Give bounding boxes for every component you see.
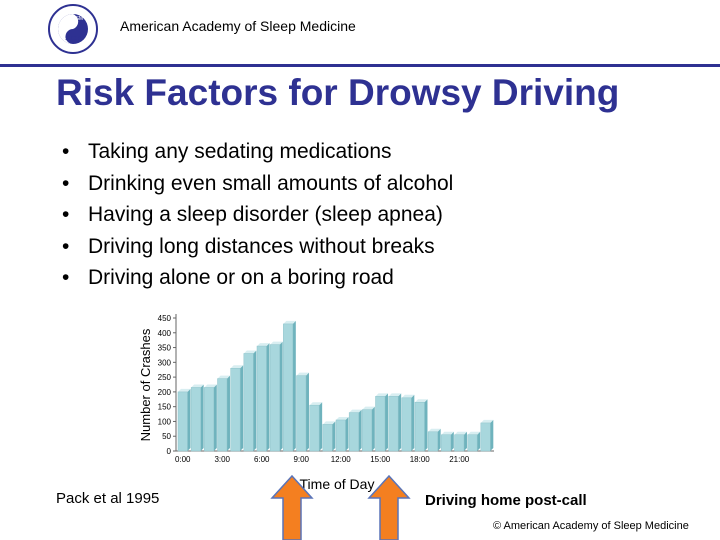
y-tick-label: 150 bbox=[157, 402, 171, 412]
bar bbox=[336, 420, 345, 451]
y-tick-label: 50 bbox=[162, 432, 171, 442]
arrow-shape bbox=[369, 476, 409, 540]
bar bbox=[204, 387, 213, 451]
bar-side bbox=[372, 407, 375, 451]
bar-side bbox=[332, 421, 335, 451]
bar-side bbox=[490, 420, 493, 451]
bar bbox=[231, 368, 240, 451]
bar bbox=[178, 392, 187, 451]
bullet-mark: • bbox=[62, 203, 70, 226]
x-axis-label: Time of Day bbox=[299, 476, 375, 492]
bar bbox=[455, 435, 464, 451]
y-tick-label: 200 bbox=[157, 387, 171, 397]
bar-side bbox=[345, 417, 348, 451]
plot-area bbox=[158, 314, 494, 464]
bar-side bbox=[398, 393, 401, 451]
bar-side bbox=[214, 384, 217, 451]
bar-side bbox=[280, 342, 283, 451]
aasm-logo bbox=[40, 3, 106, 55]
y-tick-label: 450 bbox=[157, 314, 171, 323]
bar-side bbox=[253, 350, 256, 451]
risk-factor-text: Driving alone or on a boring road bbox=[88, 266, 394, 289]
risk-factor-text: Driving long distances without breaks bbox=[88, 234, 435, 258]
risk-factor-item bbox=[62, 262, 453, 294]
x-tick-label: 18:00 bbox=[409, 455, 430, 464]
x-tick-label: 0:00 bbox=[174, 455, 191, 464]
bar-side bbox=[266, 343, 269, 451]
crashes-by-hour-chart bbox=[126, 305, 506, 497]
bar bbox=[257, 346, 266, 451]
bar bbox=[415, 402, 424, 451]
bar bbox=[191, 387, 200, 451]
risk-factor-item bbox=[62, 168, 453, 200]
bar bbox=[468, 435, 477, 451]
bar-side bbox=[451, 432, 454, 451]
bar bbox=[349, 413, 358, 451]
bar-side bbox=[293, 321, 296, 451]
risk-factor-text: Taking any sedating medications bbox=[88, 140, 392, 163]
bar-side bbox=[306, 373, 309, 451]
risk-factor-item bbox=[62, 231, 453, 263]
bar bbox=[297, 376, 306, 451]
bar-side bbox=[424, 399, 427, 451]
citation: Pack et al 1995 bbox=[56, 490, 160, 507]
x-tick-label: 6:00 bbox=[253, 455, 270, 464]
slide-title: Risk Factors for Drowsy Driving bbox=[56, 72, 620, 113]
bar-side bbox=[240, 365, 243, 451]
y-tick-label: 350 bbox=[157, 343, 171, 353]
bullet-mark: • bbox=[62, 171, 70, 195]
bar bbox=[402, 398, 411, 451]
bullet-mark: • bbox=[62, 266, 70, 289]
bar-side bbox=[227, 376, 230, 451]
bar bbox=[218, 379, 227, 451]
risk-factor-text: Drinking even small amounts of alcohol bbox=[88, 171, 454, 195]
risk-factor-text: Having a sleep disorder (sleep apnea) bbox=[88, 203, 443, 226]
bar-side bbox=[438, 429, 441, 451]
bar bbox=[310, 405, 319, 451]
arrow-up-icon bbox=[270, 474, 314, 540]
bar-side bbox=[201, 384, 204, 451]
risk-factor-item bbox=[62, 136, 453, 168]
risk-factor-item bbox=[62, 199, 453, 231]
logo-text: AASM bbox=[68, 16, 84, 22]
risk-factor-list bbox=[62, 136, 453, 294]
bar bbox=[362, 410, 371, 451]
header-divider bbox=[0, 64, 720, 67]
bar bbox=[323, 424, 332, 451]
bar bbox=[389, 396, 398, 451]
x-tick-label: 9:00 bbox=[293, 455, 310, 464]
x-tick-label: 15:00 bbox=[370, 455, 391, 464]
bar-side bbox=[411, 395, 414, 451]
bar bbox=[428, 432, 437, 451]
bar-side bbox=[359, 410, 362, 451]
x-tick-label: 3:00 bbox=[214, 455, 231, 464]
arrow-up-icon bbox=[367, 474, 411, 540]
y-tick-label: 250 bbox=[157, 373, 171, 383]
y-tick-label: 400 bbox=[157, 328, 171, 338]
copyright-notice: © American Academy of Sleep Medicine bbox=[493, 520, 689, 532]
bar bbox=[376, 396, 385, 451]
bar bbox=[441, 435, 450, 451]
logo-inner-text: SLEEP bbox=[64, 36, 82, 42]
x-tick-label: 12:00 bbox=[330, 455, 351, 464]
y-axis-label: Number of Crashes bbox=[138, 328, 153, 442]
bullet-mark: • bbox=[62, 140, 70, 163]
bar bbox=[270, 345, 279, 451]
arrow-shape bbox=[272, 476, 312, 540]
organization-header: American Academy of Sleep Medicine bbox=[120, 18, 356, 34]
bar-side bbox=[385, 393, 388, 451]
bar bbox=[283, 324, 292, 451]
bar bbox=[244, 353, 253, 451]
x-tick-label: 21:00 bbox=[449, 455, 470, 464]
bar-side bbox=[464, 432, 467, 451]
bar-side bbox=[319, 402, 322, 451]
bar-side bbox=[477, 432, 480, 451]
y-tick-label: 0 bbox=[166, 447, 171, 456]
bar-side bbox=[187, 389, 190, 451]
y-tick-label: 300 bbox=[157, 358, 171, 368]
bullet-mark: • bbox=[62, 234, 70, 258]
y-tick-label: 100 bbox=[157, 417, 171, 427]
bar bbox=[481, 423, 490, 451]
arrow-caption: Driving home post-call bbox=[425, 492, 587, 509]
